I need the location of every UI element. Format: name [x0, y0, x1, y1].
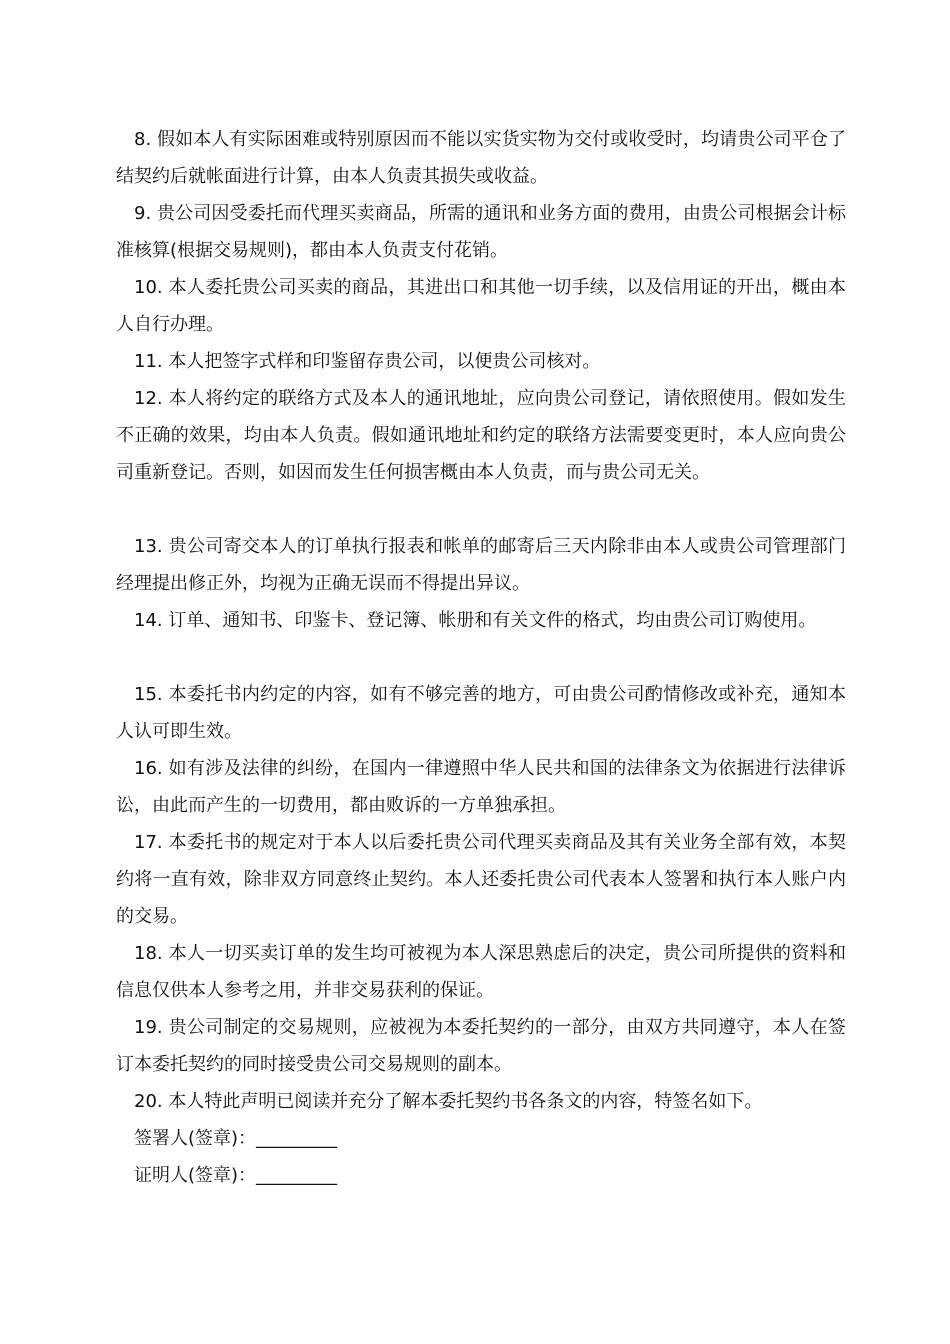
clause-20: 20. 本人特此声明已阅读并充分了解本委托契约书各条文的内容，特签名如下。: [134, 1091, 763, 1112]
witness-signature-line: 证明人(签章)：_________: [134, 1165, 338, 1186]
clause-14: 14. 订单、通知书、印鉴卡、登记簿、帐册和有关文件的格式，均由贵公司订购使用。: [134, 610, 817, 631]
clause-9: 9. 贵公司因受委托而代理买卖商品，所需的通讯和业务方面的费用，由贵公司根据会计标准核算(根据交易规则)，都由本人负责支付花销。: [116, 203, 846, 261]
clause-13: 13. 贵公司寄交本人的订单执行报表和帐单的邮寄后三天内除非由本人或贵公司管理部门经理提出修正外，均视为正确无误而不得提出异议。: [116, 536, 846, 594]
clause-15: 15. 本委托书内约定的内容，如有不够完善的地方，可由贵公司酌情修改或补充，通知本人认可即生效。: [116, 684, 846, 742]
blank-line: [116, 491, 846, 528]
clause-17: 17. 本委托书的规定对于本人以后委托贵公司代理买卖商品及其有关业务全部有效，本契约将一直有效，除非双方同意终止契约。本人还委托贵公司代表本人签署和执行本人账户内的交易。: [116, 832, 846, 927]
clause-19: 19. 贵公司制定的交易规则，应被视为本委托契约的一部分，由双方共同遵守，本人在签订本委托契约的同时接受贵公司交易规则的副本。: [116, 1017, 846, 1075]
clause-10: 10. 本人委托贵公司买卖的商品，其进出口和其他一切手续，以及信用证的开出，概由本人自行办理。: [116, 277, 846, 335]
clause-16: 16. 如有涉及法律的纠纷，在国内一律遵照中华人民共和国的法律条文为依据进行法律诉讼，由此而产生的一切费用，都由败诉的一方单独承担。: [116, 758, 846, 816]
clause-12: 12. 本人将约定的联络方式及本人的通讯地址，应向贵公司登记，请依照使用。假如发生不正确的效果，均由本人负责。假如通讯地址和约定的联络方法需要变更时，本人应向贵公司重新登记。否则，如因而发生任何损害概由本人负责，而与贵公司无关。: [116, 388, 846, 483]
blank-line: [116, 639, 846, 676]
document-body: [116, 121, 846, 1194]
signer-signature-line: 签署人(签章)：_________: [134, 1128, 338, 1149]
clause-8: 8. 假如本人有实际困难或特别原因而不能以实货实物为交付或收受时，均请贵公司平仓了结契约后就帐面进行计算，由本人负责其损失或收益。: [116, 129, 846, 187]
clause-11: 11. 本人把签字式样和印鉴留存贵公司，以便贵公司核对。: [134, 351, 601, 372]
clause-18: 18. 本人一切买卖订单的发生均可被视为本人深思熟虑后的决定，贵公司所提供的资料和信息仅供本人参考之用，并非交易获利的保证。: [116, 943, 846, 1001]
